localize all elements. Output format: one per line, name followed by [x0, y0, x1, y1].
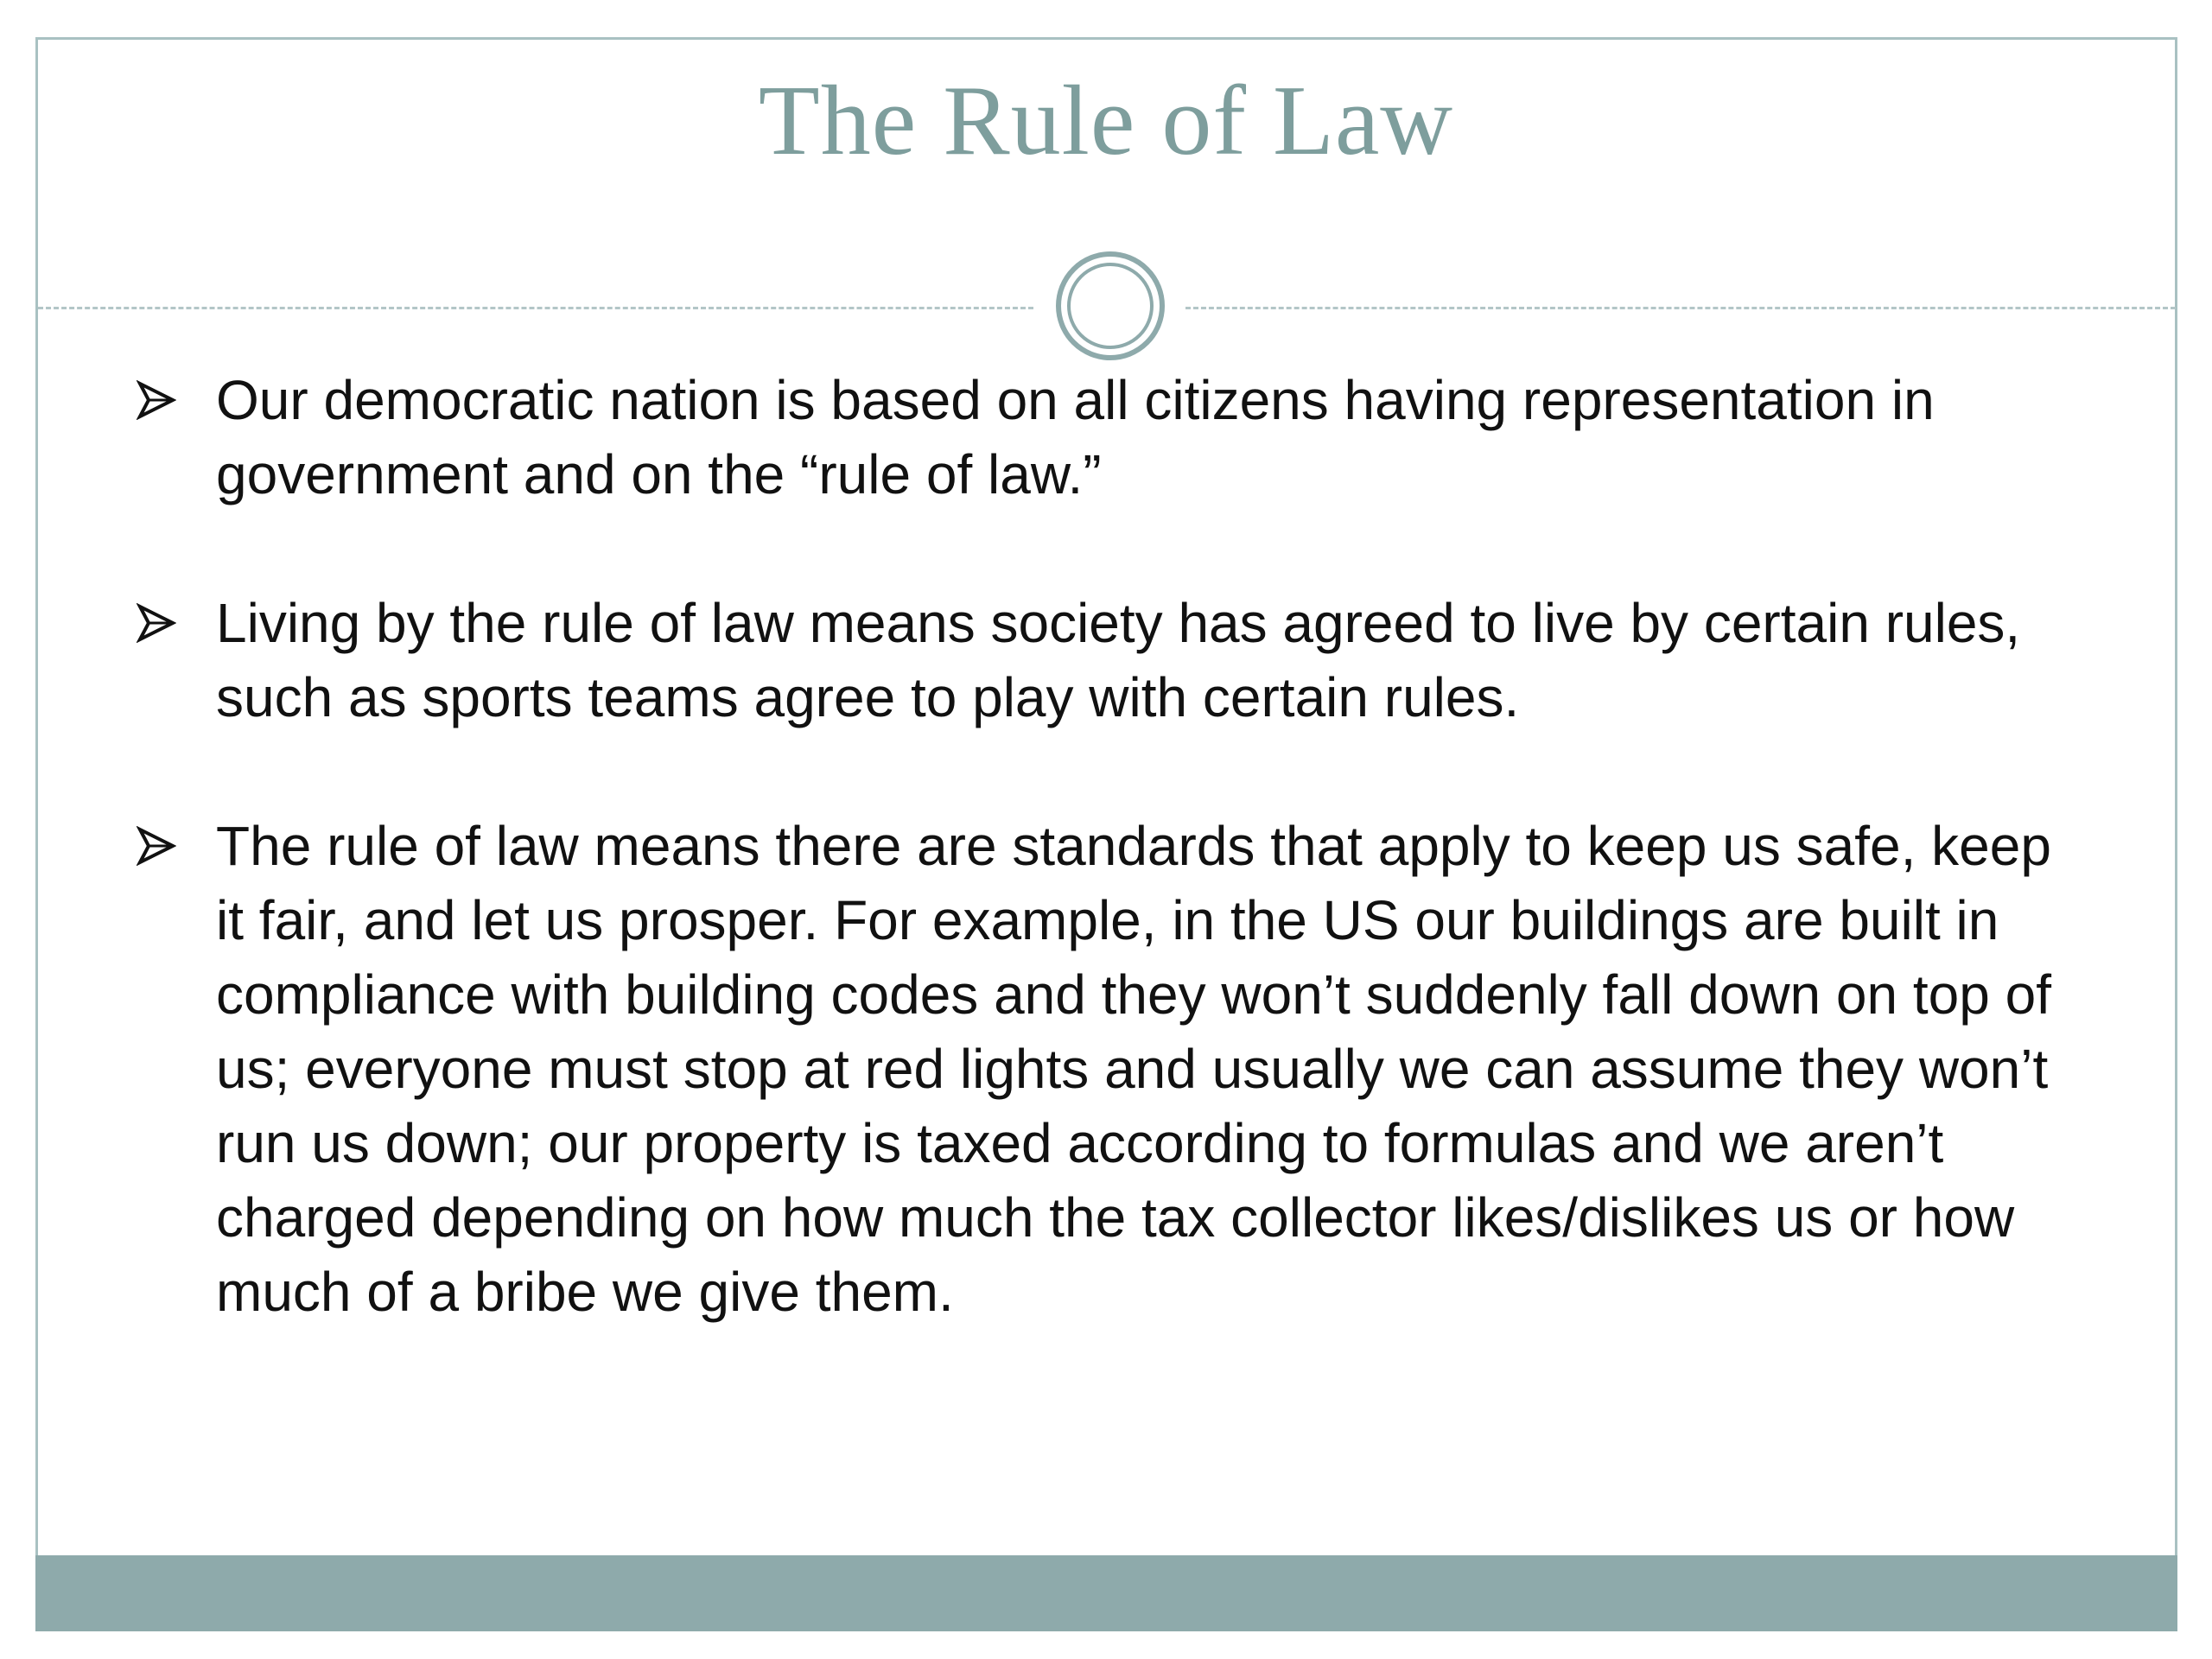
arrow-bullet-icon	[137, 380, 176, 420]
slide-title: The Rule of Law	[758, 66, 1454, 176]
footer-bar	[35, 1555, 2177, 1631]
bullet-text: The rule of law means there are standards that apply to keep us safe, keep it fair, and let us prosper. For example, in the US our buildings are built in compliance with building codes and they won’t suddenly fall down on top of us; everyone must stop at red lights and usually we can assume they won’t run us down; our property is taxed according to formulas and we aren’t charged depending on how much the tax collector likes/dislikes us or how much of a bribe we give them.	[216, 815, 2051, 1323]
bullet-text: Our democratic nation is based on all citizens having representation in government and on the “rule of law.”	[216, 369, 1935, 505]
divider-right	[1185, 307, 2176, 309]
list-item	[130, 363, 2074, 512]
bullet-text: Living by the rule of law means society has agreed to live by certain rules, such as sports teams agree to play with certain rules.	[216, 592, 2021, 728]
list-item	[130, 809, 2074, 1329]
arrow-bullet-icon	[137, 826, 176, 866]
double-ring-icon	[1055, 251, 1166, 361]
divider-left	[38, 307, 1033, 309]
list-item	[130, 586, 2074, 734]
bullet-list	[130, 363, 2074, 1403]
arrow-bullet-icon	[137, 603, 176, 643]
